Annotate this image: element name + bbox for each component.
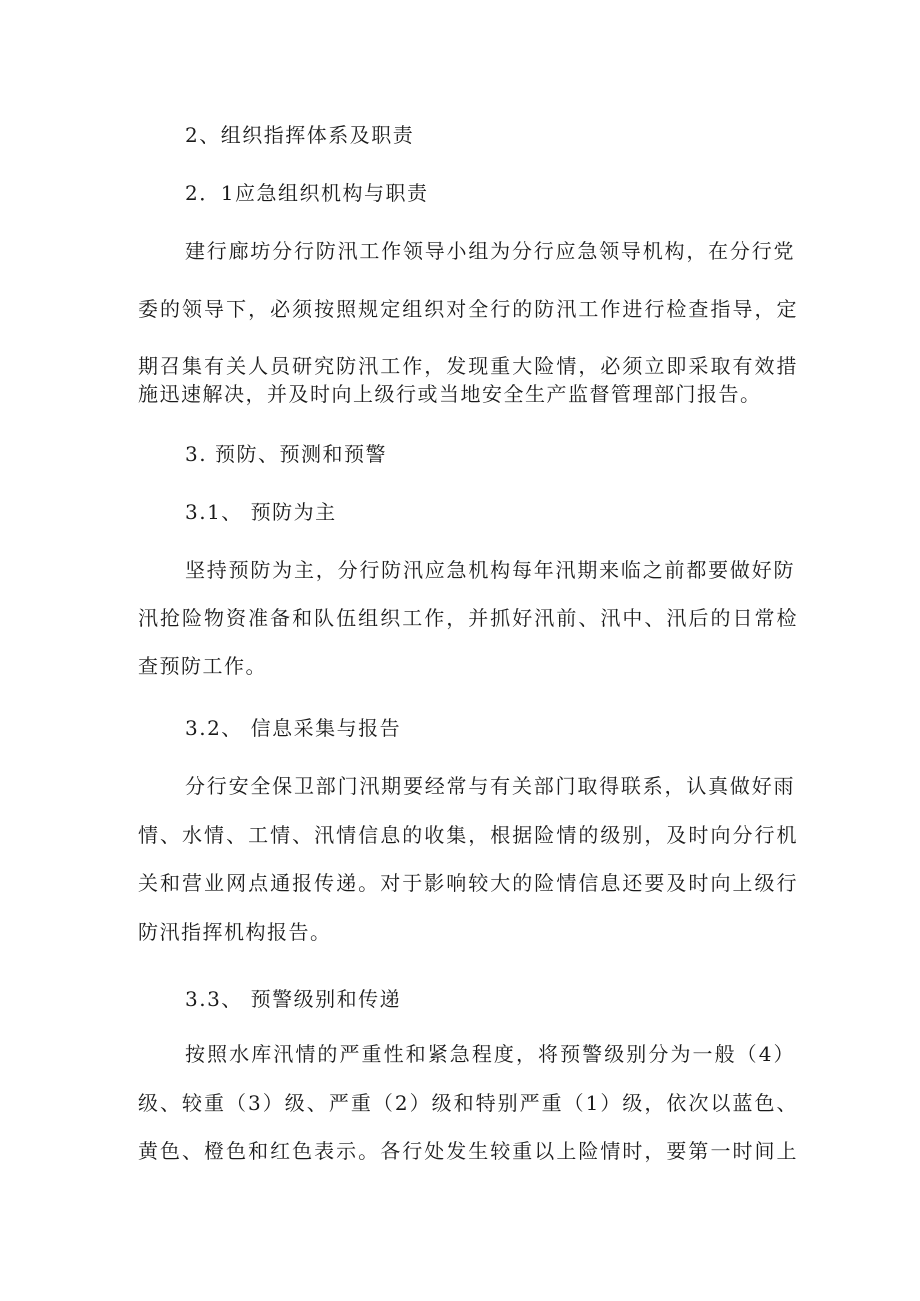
paragraph-2-1-line-1: 建行廊坊分行防汛工作领导小组为分行应急领导机构，在分行党 [185, 239, 795, 263]
paragraph-3-1-line-3: 查预防工作。 [138, 654, 267, 678]
paragraph-3-3-line-1: 按照水库汛情的严重性和紧急程度，将预警级别分为一般（4） [185, 1042, 795, 1066]
paragraph-3-1-line-1: 坚持预防为主，分行防汛应急机构每年汛期来临之前都要做好防 [185, 558, 795, 582]
section-heading-2: 2、组织指挥体系及职责 [185, 123, 415, 147]
paragraph-3-2-line-4: 防汛指挥机构报告。 [138, 920, 332, 944]
paragraph-3-2-line-1: 分行安全保卫部门汛期要经常与有关部门取得联系，认真做好雨 [185, 774, 795, 798]
section-heading-3-1: 3.1、 预防为主 [185, 500, 337, 524]
section-heading-3: 3. 预防、预测和预警 [185, 442, 387, 466]
paragraph-3-1-line-2: 汛抢险物资准备和队伍组织工作，并抓好汛前、汛中、汛后的日常检 [138, 606, 798, 630]
paragraph-2-1-line-2: 委的领导下，必须按照规定组织对全行的防汛工作进行检查指导，定 [138, 297, 798, 321]
paragraph-3-2-line-3: 关和营业网点通报传递。对于影响较大的险情信息还要及时向上级行 [138, 871, 798, 895]
paragraph-3-3-line-2: 级、较重（3）级、严重（2）级和特别严重（1）级，依次以蓝色、 [138, 1091, 798, 1115]
paragraph-3-2-line-2: 情、水情、工情、汛情信息的收集，根据险情的级别，及时向分行机 [138, 823, 798, 847]
paragraph-2-1-line-4: 施迅速解决，并及时向上级行或当地安全生产监督管理部门报告。 [138, 382, 762, 406]
paragraph-3-3-line-3: 黄色、橙色和红色表示。各行处发生较重以上险情时，要第一时间上 [138, 1139, 798, 1163]
paragraph-2-1-line-3: 期召集有关人员研究防汛工作，发现重大险情，必须立即采取有效措 [138, 354, 798, 378]
section-heading-3-2: 3.2、 信息采集与报告 [185, 716, 402, 740]
section-heading-3-3: 3.3、 预警级别和传递 [185, 987, 402, 1011]
section-heading-2-1: 2．1应急组织机构与职责 [185, 181, 429, 205]
